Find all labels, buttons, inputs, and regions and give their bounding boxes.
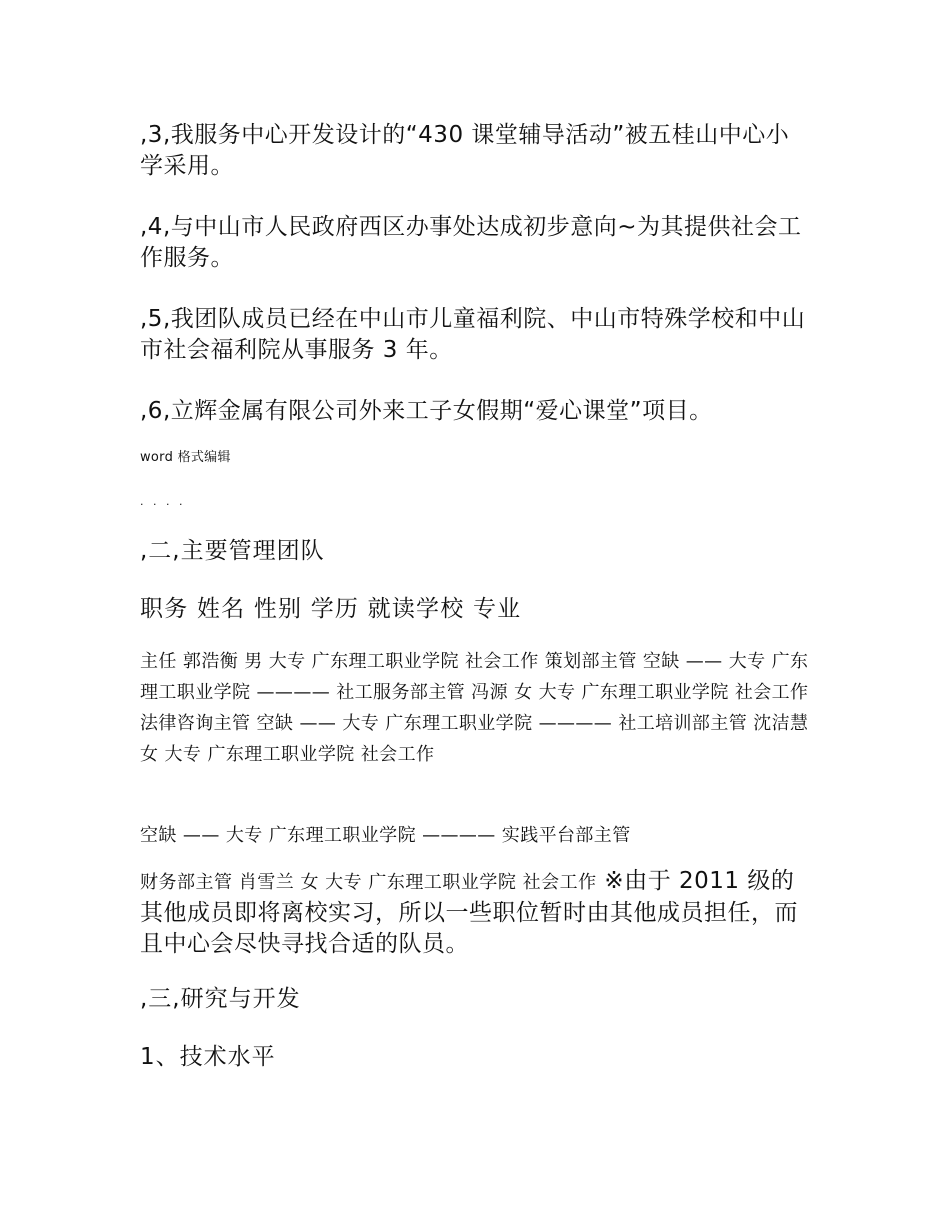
subheading-tech-level: 1、技术水平 [140,1044,276,1070]
team-note: ※由于 2011 级的其他成员即将离校实习，所以一些职位暂时由其他成员担任，而且中心会尽快寻找合适的队员。 [140,868,798,957]
team-table-row-finance [140,866,812,960]
team-table-row-vacant: 空缺 —— 大专 广东理工职业学院 ———— 实践平台部主管 [140,825,631,846]
section-heading-research: ,三,研究与开发 [140,986,301,1012]
paragraph-item-6: ,6,立辉金属有限公司外来工子女假期“爱心课堂”项目。 [140,398,713,424]
paragraph-item-4: ,4,与中山市人民政府西区办事处达成初步意向~为其提供社会工作服务。 [140,214,802,271]
section-heading-management-team: ,二,主要管理团队 [140,538,325,564]
team-table-header: 职务 姓名 性别 学历 就读学校 专业 [140,596,522,622]
paragraph-item-5: ,5,我团队成员已经在中山市儿童福利院、中山市特殊学校和中山市社会福利院从事服务 3 年。 [140,306,806,363]
team-table-rows: 主任 郭浩衡 男 大专 广东理工职业学院 社会工作 策划部主管 空缺 —— 大专 广东理工职业学院 ———— 社工服务部主管 冯源 女 大专 广东理工职业学院 社会工作 法律咨询主管 空缺 —— 大专 广东理工职业学院 ———— 社工培训部主管 沈洁慧 女 大专 广东理工职业学院 社会工作 [140,651,809,765]
footer-note: word 格式编辑 [140,450,231,465]
finance-row-text: 财务部主管 肖雪兰 女 大专 广东理工职业学院 社会工作 [140,872,597,893]
dots-separator: . . . . [140,495,186,508]
paragraph-item-3: ,3,我服务中心开发设计的“430 课堂辅导活动”被五桂山中心小学采用。 [140,122,790,179]
